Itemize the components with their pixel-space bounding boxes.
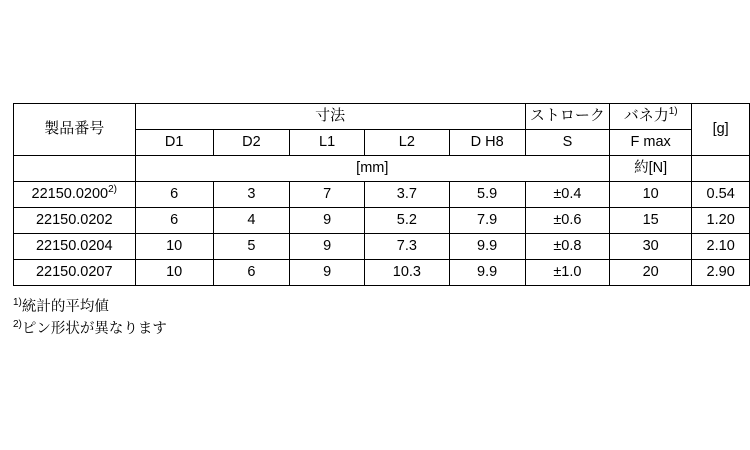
header-spring-force bbox=[610, 104, 692, 130]
header-weight-unit: [g] bbox=[692, 104, 750, 156]
cell-g: 2.90 bbox=[692, 260, 750, 286]
cell-d2: 6 bbox=[213, 260, 289, 286]
part-number-note: 2) bbox=[108, 183, 118, 195]
cell-d2: 3 bbox=[213, 182, 289, 208]
cell-g: 1.20 bbox=[692, 208, 750, 234]
footnote-2 bbox=[13, 318, 167, 340]
cell-l1: 7 bbox=[290, 182, 365, 208]
header-row-3 bbox=[14, 156, 750, 182]
footnote-1-text: 統計的平均値 bbox=[21, 299, 109, 315]
cell-d1: 10 bbox=[135, 234, 213, 260]
header-d1: D1 bbox=[135, 130, 213, 156]
header-stroke: ストローク bbox=[525, 104, 609, 130]
cell-d2: 5 bbox=[213, 234, 289, 260]
part-number-text: 22150.0204 bbox=[35, 237, 113, 254]
cell-s: ±0.4 bbox=[525, 182, 609, 208]
footnote-1 bbox=[13, 296, 167, 318]
header-fmax: F max bbox=[610, 130, 692, 156]
cell-l1: 9 bbox=[290, 234, 365, 260]
cell-fmax: 20 bbox=[610, 260, 692, 286]
cell-dh8: 5.9 bbox=[449, 182, 525, 208]
header-dimensions: 寸法 bbox=[135, 104, 525, 130]
part-number-text: 22150.0202 bbox=[35, 211, 113, 228]
header-s: S bbox=[525, 130, 609, 156]
header-unit-mm: [mm] bbox=[135, 156, 610, 182]
cell-l2: 7.3 bbox=[365, 234, 449, 260]
table-row bbox=[14, 182, 750, 208]
cell-dh8: 7.9 bbox=[449, 208, 525, 234]
table-row bbox=[14, 260, 750, 286]
footnote-2-text: ピン形状が異なります bbox=[21, 321, 167, 338]
header-part-number: 製品番号 bbox=[14, 104, 136, 156]
specification-table bbox=[13, 103, 750, 286]
footnotes bbox=[13, 296, 167, 341]
cell-fmax: 10 bbox=[610, 182, 692, 208]
header-unit-g-blank bbox=[692, 156, 750, 182]
cell-s: ±0.8 bbox=[525, 234, 609, 260]
table-body bbox=[14, 182, 750, 286]
cell-s: ±0.6 bbox=[525, 208, 609, 234]
table-row bbox=[14, 234, 750, 260]
cell-l2: 10.3 bbox=[365, 260, 449, 286]
cell-g: 2.10 bbox=[692, 234, 750, 260]
cell-d1: 10 bbox=[135, 260, 213, 286]
cell-l2: 3.7 bbox=[365, 182, 449, 208]
part-number-text: 22150.0200 bbox=[31, 185, 109, 202]
table-row bbox=[14, 208, 750, 234]
cell-part-number bbox=[14, 234, 136, 260]
cell-part-number bbox=[14, 208, 136, 234]
cell-part-number bbox=[14, 182, 136, 208]
cell-d2: 4 bbox=[213, 208, 289, 234]
header-l1: L1 bbox=[290, 130, 365, 156]
cell-l1: 9 bbox=[290, 208, 365, 234]
cell-d1: 6 bbox=[135, 182, 213, 208]
header-unit-blank bbox=[14, 156, 136, 182]
cell-g: 0.54 bbox=[692, 182, 750, 208]
header-row-1 bbox=[14, 104, 750, 130]
cell-dh8: 9.9 bbox=[449, 260, 525, 286]
header-l2: L2 bbox=[365, 130, 449, 156]
header-unit-n: 約[N] bbox=[610, 156, 692, 182]
part-number-text: 22150.0207 bbox=[35, 263, 113, 280]
cell-part-number bbox=[14, 260, 136, 286]
footnote-2-marker: 2) bbox=[13, 319, 22, 331]
cell-l2: 5.2 bbox=[365, 208, 449, 234]
cell-s: ±1.0 bbox=[525, 260, 609, 286]
cell-d1: 6 bbox=[135, 208, 213, 234]
table-header bbox=[14, 104, 750, 182]
cell-fmax: 30 bbox=[610, 234, 692, 260]
header-spring-force-note: 1) bbox=[668, 106, 678, 118]
header-dh8: D H8 bbox=[449, 130, 525, 156]
footnote-1-marker: 1) bbox=[13, 297, 22, 309]
header-d2: D2 bbox=[213, 130, 289, 156]
header-spring-force-label: バネ力 bbox=[623, 107, 669, 125]
cell-fmax: 15 bbox=[610, 208, 692, 234]
cell-l1: 9 bbox=[290, 260, 365, 286]
cell-dh8: 9.9 bbox=[449, 234, 525, 260]
